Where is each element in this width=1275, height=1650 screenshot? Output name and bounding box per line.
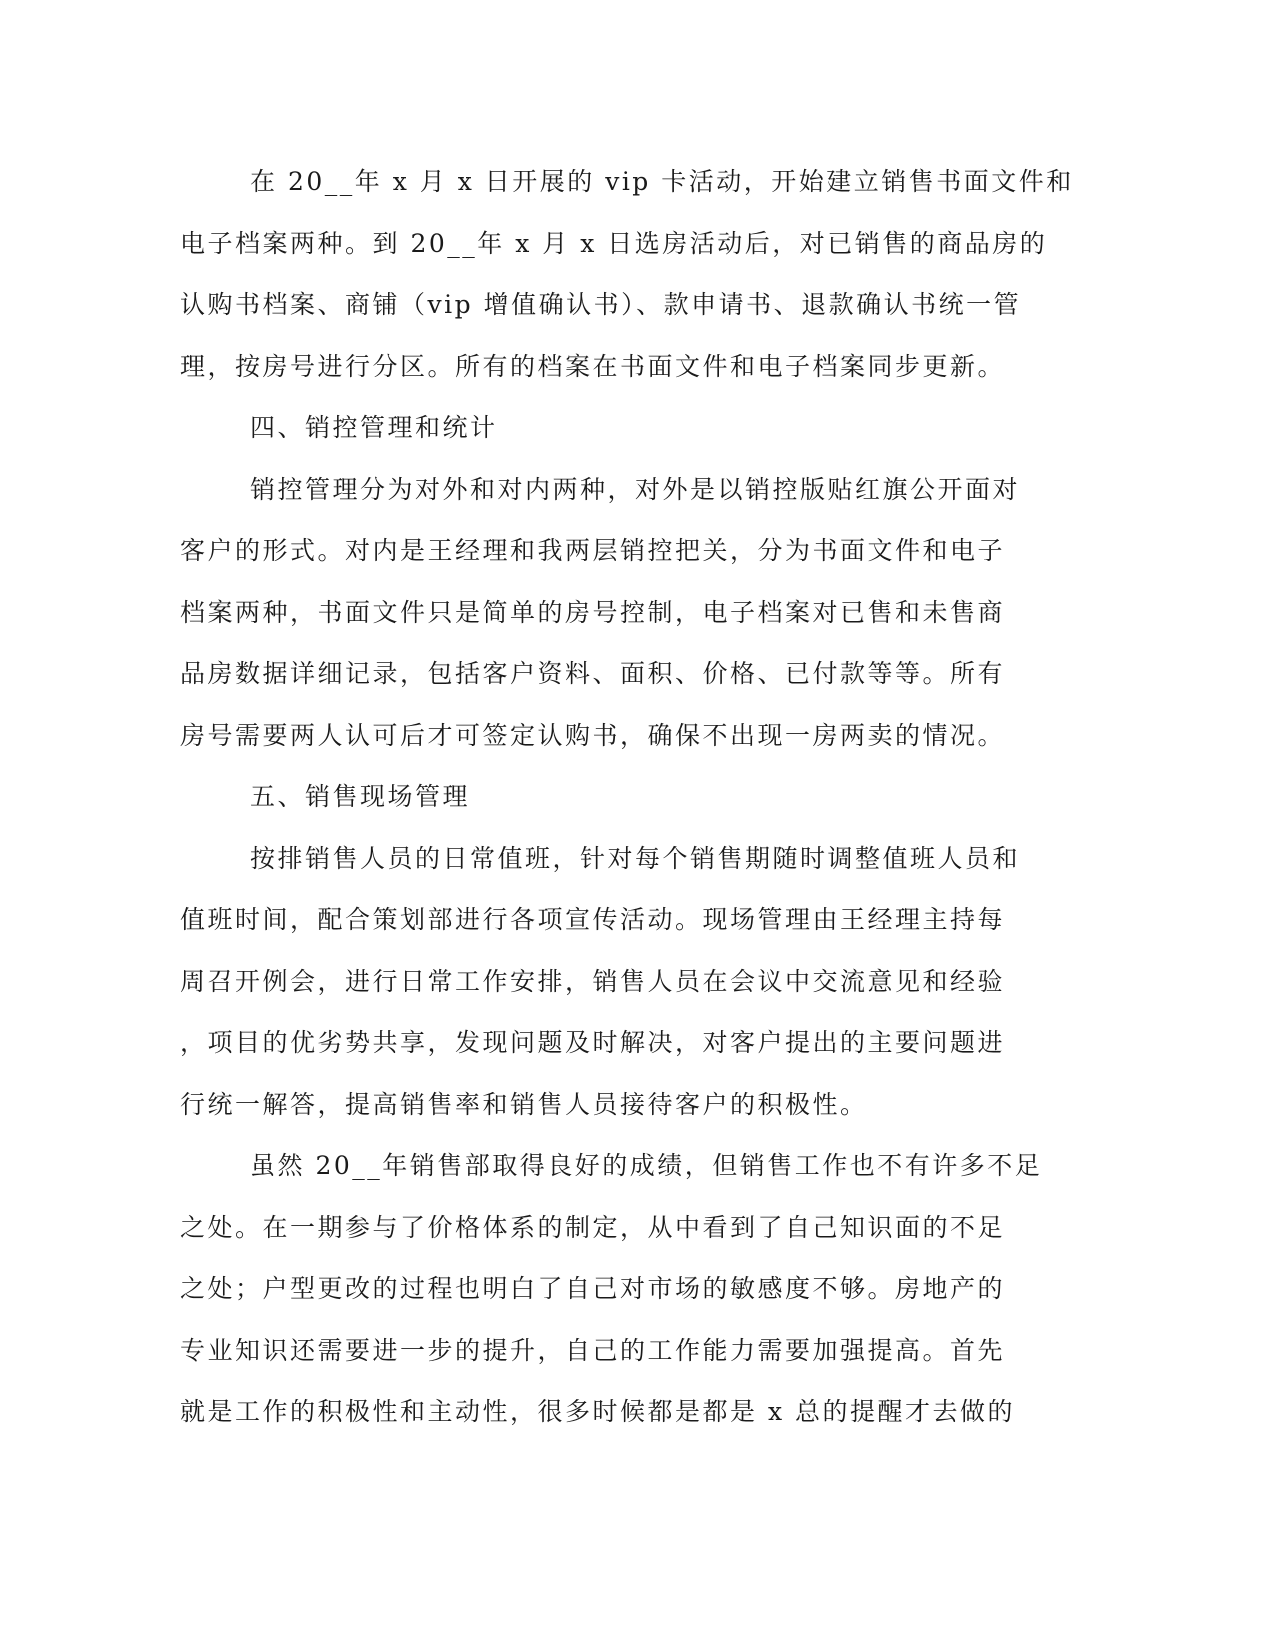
paragraph-line: 在 20__年 x 月 x 日开展的 vip 卡活动，开始建立销售书面文件和 [250,167,1074,196]
paragraph-line: 客户的形式。对内是王经理和我两层销控把关，分为书面文件和电子 [180,536,1006,565]
paragraph-line: 认购书档案、商铺（vip 增值确认书）、款申请书、退款确认书统一管 [180,290,1022,319]
paragraph-line: 档案两种，书面文件只是简单的房号控制，电子档案对已售和未售商 [180,597,1006,627]
paragraph-line: 按排销售人员的日常值班，针对每个销售期随时调整值班人员和 [250,843,1021,873]
paragraph-line: 销控管理分为对外和对内两种，对外是以销控版贴红旗公开面对 [250,474,1021,504]
section-heading: 四、销控管理和统计 [250,413,498,442]
paragraph-line: 就是工作的积极性和主动性，很多时候都是都是 x 总的提醒才去做的 [180,1397,1015,1426]
paragraph-line: 之处；户型更改的过程也明白了自己对市场的敏感度不够。房地产的 [180,1274,1006,1303]
paragraph-line: 电子档案两种。到 20__年 x 月 x 日选房活动后，对已销售的商品房的 [180,228,1048,258]
paragraph-line: 虽然 20__年销售部取得良好的成绩，但销售工作也不有许多不足 [250,1151,1043,1180]
paragraph-line: 值班时间，配合策划部进行各项宣传活动。现场管理由王经理主持每 [180,905,1006,934]
section-heading: 五、销售现场管理 [250,782,471,811]
paragraph-line: 周召开例会，进行日常工作安排，销售人员在会议中交流意见和经验 [180,966,1006,996]
paragraph-line: 理，按房号进行分区。所有的档案在书面文件和电子档案同步更新。 [180,351,1006,381]
paragraph-line: 房号需要两人认可后才可签定认购书，确保不出现一房两卖的情况。 [180,720,1006,750]
paragraph-line: 专业知识还需要进一步的提升，自己的工作能力需要加强提高。首先 [180,1335,1006,1365]
paragraph-line: 品房数据详细记录，包括客户资料、面积、价格、已付款等等。所有 [180,659,1006,688]
paragraph-line: 行统一解答，提高销售率和销售人员接待客户的积极性。 [180,1089,868,1119]
paragraph-line: ，项目的优劣势共享，发现问题及时解决，对客户提出的主要问题进 [180,1028,1006,1057]
paragraph-line: 之处。在一期参与了价格体系的制定，从中看到了自己知识面的不足 [180,1212,1006,1242]
document-body [180,151,1074,1443]
